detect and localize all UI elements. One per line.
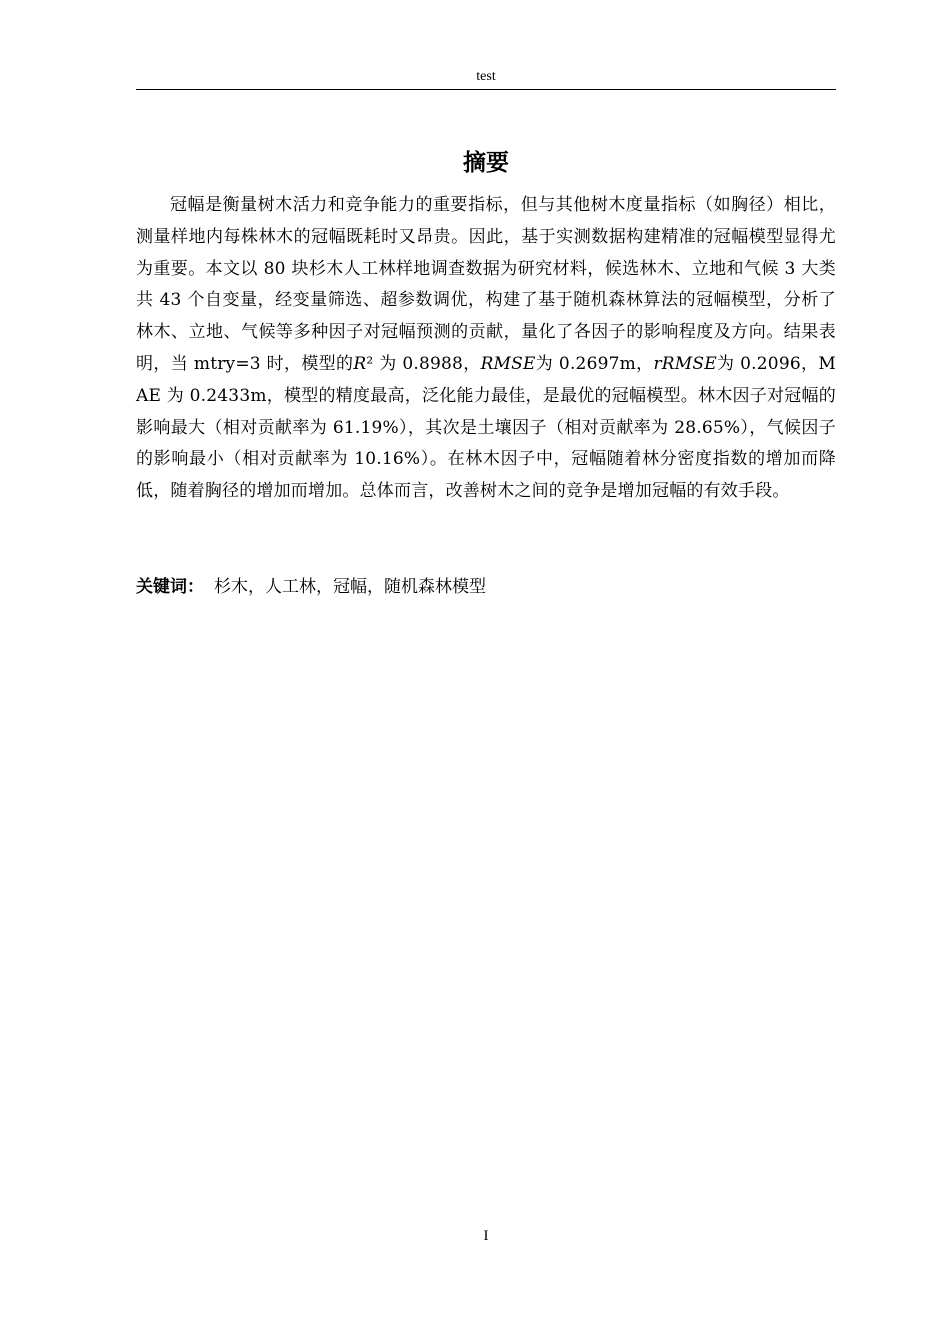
abstract-title: 摘要 [463,150,509,176]
math-rrmse: rRMSE [653,353,717,374]
abstract-text-4: 为 0.2096，MAE 为 0.2433m，模型的精度最高，泛化能力最佳，是最优的冠幅模型。林木因子对冠幅的影响最大（相对贡献率为 61.19%），其次是土壤因子（相对贡献率为 28.65%），气候因子的影响最小（相对贡献率为 10.16%）。在林木因子中，冠幅随着林分密度指数的增加而降低，随着胸径的增加而增加。总体而言，改善树木之间的竞争是增加冠幅的有效手段。 [136,353,836,502]
keywords-line [136,573,836,601]
keywords-label: 关键词： [136,577,204,597]
abstract-text-2: ² 为 0.8988， [366,353,481,374]
page-number: I [483,1228,489,1244]
abstract-body [136,190,836,508]
header-divider [136,89,836,90]
running-header: test [476,69,496,84]
math-rmse: RMSE [480,353,536,374]
abstract-text-1: 冠幅是衡量树木活力和竞争能力的重要指标，但与其他树木度量指标（如胸径）相比，测量样地内每株林木的冠幅既耗时又昂贵。因此，基于实测数据构建精准的冠幅模型显得尤为重要。本文以 80 块杉木人工林样地调查数据为研究材料，候选林木、立地和气候 3 大类共 43 个自变量，经变量筛选、超参数调优，构建了基于随机森林算法的冠幅模型，分析了林木、立地、气候等多种因子对冠幅预测的贡献，量化了各因子的影响程度及方向。结果表明，当 mtry=3 时，模型的 [136,195,836,374]
abstract-text-3: 为 0.2697m， [535,353,654,374]
math-r: R [353,353,367,374]
keywords-value: 杉木，人工林，冠幅，随机森林模型 [214,577,486,597]
